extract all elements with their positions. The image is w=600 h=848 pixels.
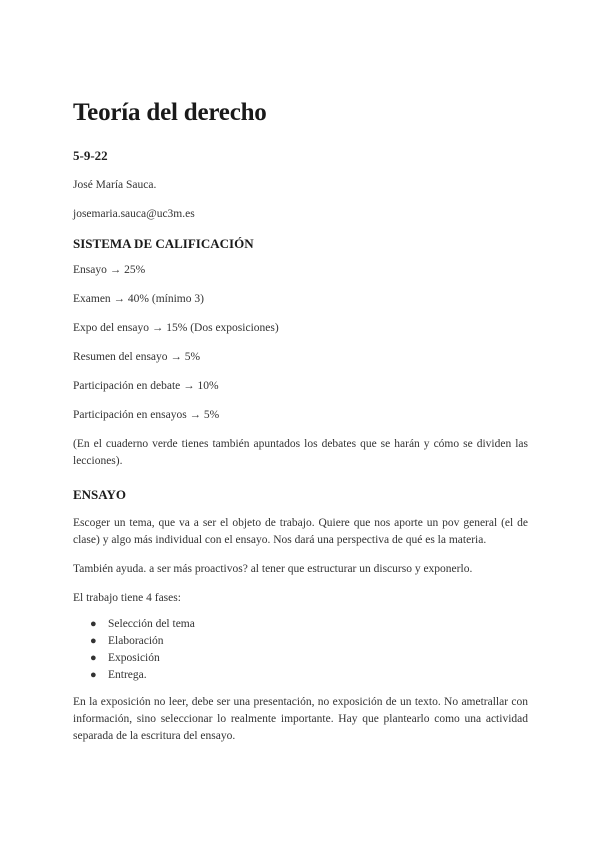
bullet-icon: ● [90,652,97,664]
phase-item [73,616,528,633]
document-content [73,96,528,745]
document-date: 5-9-22 [73,148,108,163]
grading-heading: SISTEMA DE CALIFICACIÓN [73,236,254,251]
author-email: josemaria.sauca@uc3m.es [73,208,195,220]
phase-item [73,650,528,667]
grading-item: Expo del ensayo → 15% (Dos exposiciones) [73,322,279,334]
document-title: Teoría del derecho [73,99,267,126]
phase-item [73,633,528,650]
essay-paragraph: Escoger un tema, que va a ser el objeto de trabajo. Quiere que nos aporte un pov general (el de clase) y algo más individual con el ensayo. Nos dará una perspectiva de qué es la materia. [73,517,528,546]
phases-list [73,616,528,684]
essay-heading: ENSAYO [73,487,126,502]
bullet-icon: ● [90,669,97,681]
essay-paragraph: En la exposición no leer, debe ser una presentación, no exposición de un texto. No ametrallar con información, sino seleccionar lo realmente importante. Hay que plantearlo como una actividad separada de la escritura del ensayo. [73,696,528,742]
phase-label: Elaboración [108,635,164,647]
phase-label: Exposición [108,652,160,664]
bullet-icon: ● [90,635,97,647]
phase-item [73,667,528,684]
grading-item: Participación en ensayos → 5% [73,409,220,421]
grading-item: Participación en debate → 10% [73,380,219,392]
grading-list [73,262,528,424]
bullet-icon: ● [90,618,97,630]
grading-item: Examen → 40% (mínimo 3) [73,293,204,305]
author-name: José María Sauca. [73,179,157,191]
grading-item: Ensayo → 25% [73,264,146,276]
grading-item: Resumen del ensayo → 5% [73,351,201,363]
phase-label: Entrega. [108,669,147,681]
essay-paragraph: El trabajo tiene 4 fases: [73,592,181,604]
grading-note: (En el cuaderno verde tienes también apuntados los debates que se harán y cómo se dividen las lecciones). [73,438,528,467]
essay-paragraph: También ayuda. a ser más proactivos? al tener que estructurar un discurso y exponerlo. [73,563,473,575]
phase-label: Selección del tema [108,618,195,630]
